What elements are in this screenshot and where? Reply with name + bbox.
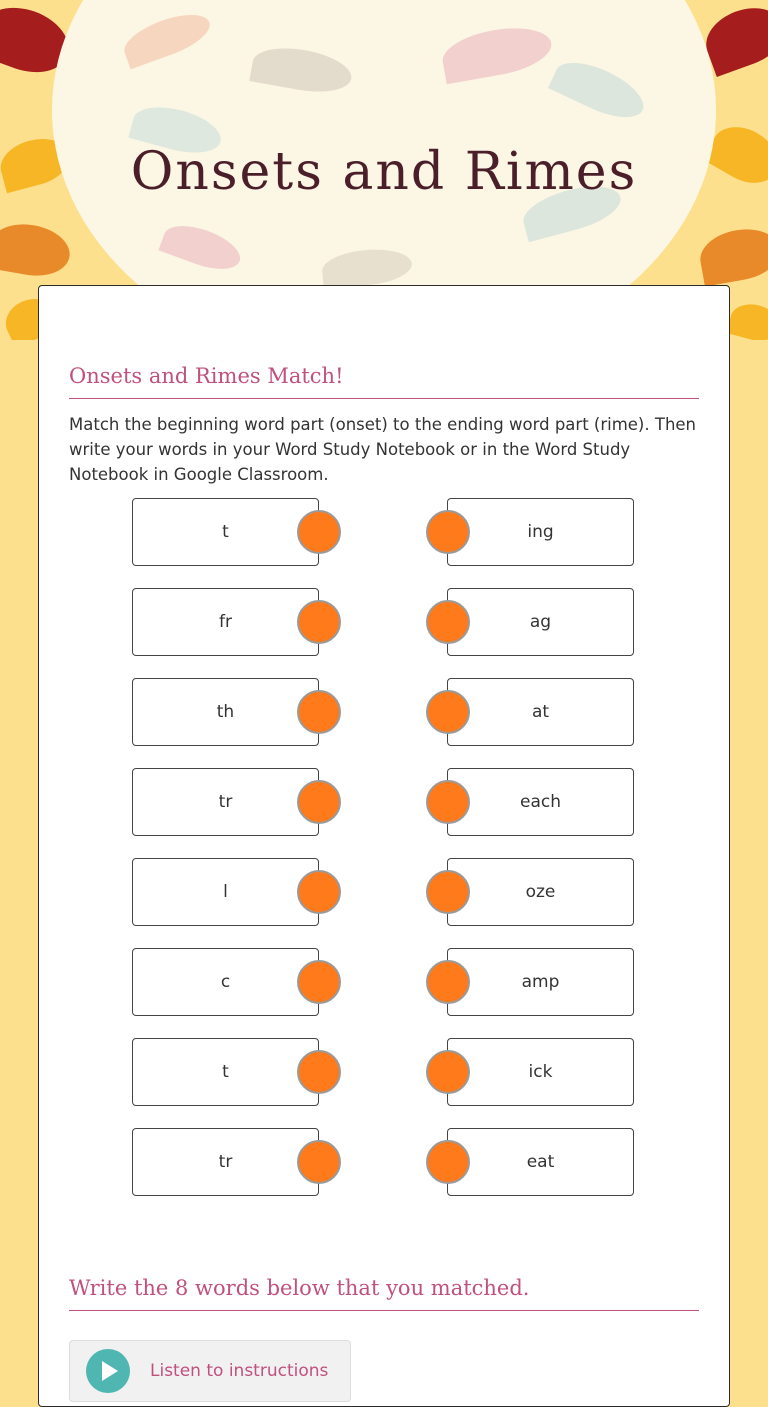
onset-connector-dot[interactable] [297, 600, 341, 644]
onset-connector-dot[interactable] [297, 1050, 341, 1094]
leaf-decoration [0, 218, 74, 281]
instructions-text: Match the beginning word part (onset) to the ending word part (rime). Then write your words in your Word Study Notebook or in the Word Study Notebook in Google Classroom. [69, 415, 697, 484]
rime-connector-dot[interactable] [426, 870, 470, 914]
rime-box[interactable]: ag [447, 588, 634, 656]
onset-connector-dot[interactable] [297, 960, 341, 1004]
rime-box[interactable]: amp [447, 948, 634, 1016]
faded-leaf [119, 6, 216, 70]
onset-box[interactable]: fr [132, 588, 319, 656]
listen-instructions-button[interactable] [69, 1340, 351, 1402]
onset-box[interactable]: tr [132, 1128, 319, 1196]
rime-connector-dot[interactable] [426, 960, 470, 1004]
leaf-decoration [726, 299, 768, 340]
rime-connector-dot[interactable] [426, 780, 470, 824]
leaf-decoration [696, 223, 768, 286]
onset-connector-dot[interactable] [297, 690, 341, 734]
worksheet-card [38, 285, 730, 1407]
onset-connector-dot[interactable] [297, 870, 341, 914]
rime-box[interactable]: oze [447, 858, 634, 926]
onset-box[interactable]: th [132, 678, 319, 746]
rime-connector-dot[interactable] [426, 1050, 470, 1094]
faded-leaf [548, 52, 651, 128]
onset-box[interactable]: tr [132, 768, 319, 836]
section-heading-write: Write the 8 words below that you matched. [69, 1276, 699, 1311]
onset-connector-dot[interactable] [297, 780, 341, 824]
rime-connector-dot[interactable] [426, 1140, 470, 1184]
rime-box[interactable]: each [447, 768, 634, 836]
onset-connector-dot[interactable] [297, 510, 341, 554]
rime-box[interactable]: at [447, 678, 634, 746]
listen-label: Listen to instructions [150, 1361, 329, 1381]
rime-box[interactable]: ick [447, 1038, 634, 1106]
page-title: Onsets and Rimes [130, 142, 638, 202]
onset-box[interactable]: t [132, 1038, 319, 1106]
faded-leaf [321, 246, 414, 289]
rime-box[interactable]: eat [447, 1128, 634, 1196]
rime-connector-dot[interactable] [426, 690, 470, 734]
onset-box[interactable]: t [132, 498, 319, 566]
onset-connector-dot[interactable] [297, 1140, 341, 1184]
faded-leaf [158, 217, 245, 277]
rime-connector-dot[interactable] [426, 510, 470, 554]
play-icon [86, 1349, 130, 1393]
onset-box[interactable]: l [132, 858, 319, 926]
onset-box[interactable]: c [132, 948, 319, 1016]
faded-leaf [439, 21, 555, 84]
rime-box[interactable]: ing [447, 498, 634, 566]
rime-connector-dot[interactable] [426, 600, 470, 644]
faded-leaf [249, 42, 354, 99]
section-heading-match: Onsets and Rimes Match! [69, 364, 699, 399]
